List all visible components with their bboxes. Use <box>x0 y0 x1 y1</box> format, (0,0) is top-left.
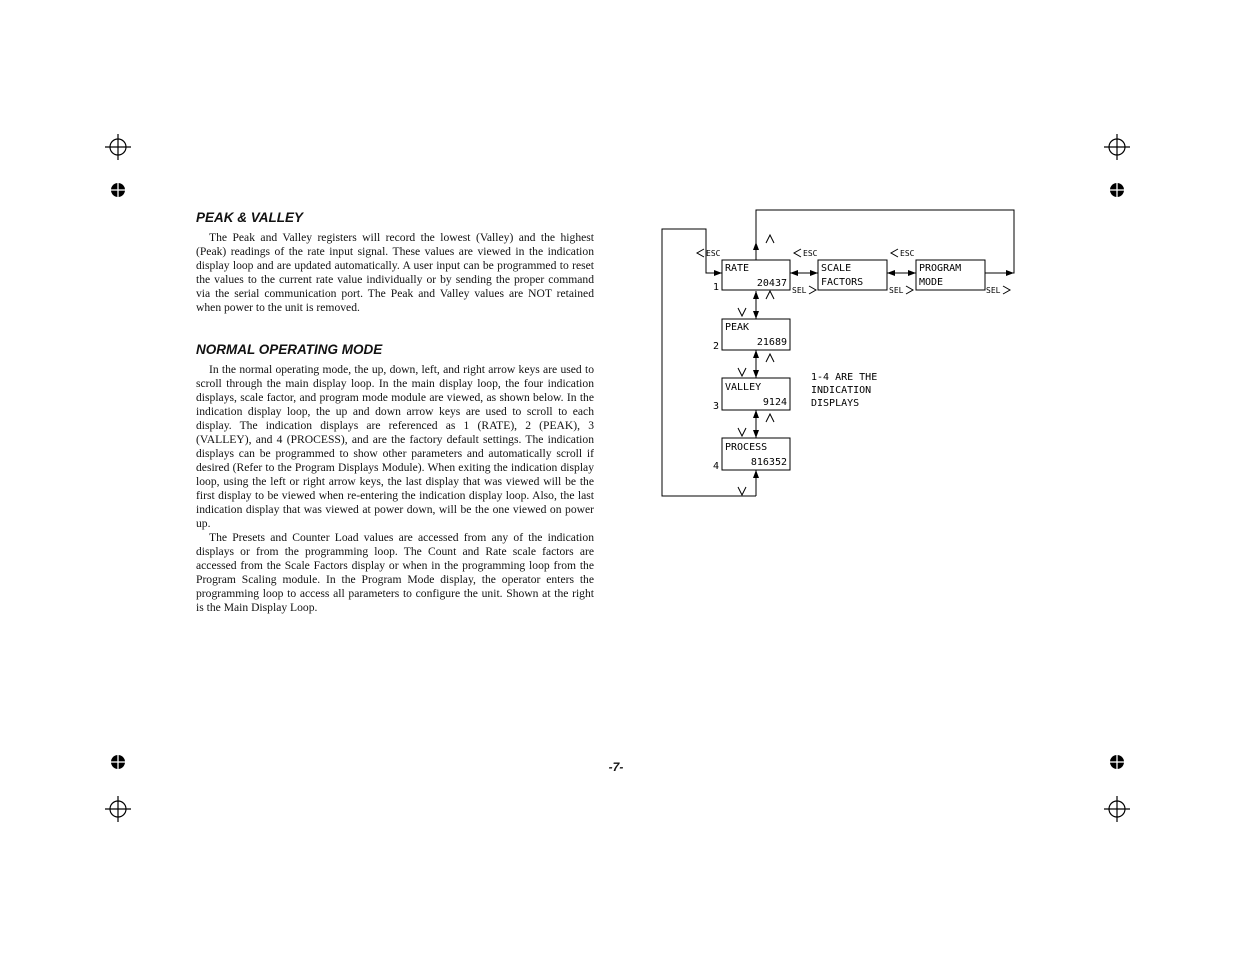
display-box-rate <box>713 260 790 293</box>
display-number-4: 4 <box>713 461 720 472</box>
registration-dot-top-left <box>110 182 126 198</box>
note-line-3: DISPLAYS <box>811 398 860 409</box>
main-display-loop-diagram <box>650 200 1030 510</box>
display-value-peak: 21689 <box>756 337 787 348</box>
crosshair-mark-top-left <box>105 134 131 160</box>
note-line-2: INDICATION <box>811 385 872 396</box>
display-number-1: 1 <box>713 282 720 293</box>
peak-valley-paragraph <box>196 231 594 315</box>
esc-label-rate: ESC <box>706 249 721 258</box>
section-heading-normal-operating-mode: NORMAL OPERATING MODE <box>196 342 383 357</box>
program-mode-box <box>916 260 985 290</box>
display-box-process <box>713 438 790 472</box>
crosshair-mark-bottom-left <box>105 796 131 822</box>
sel-label-program: SEL <box>986 286 1001 295</box>
crosshair-mark-top-right <box>1104 134 1130 160</box>
display-value-valley: 9124 <box>762 397 787 408</box>
scale-box-line1: SCALE <box>821 263 852 274</box>
crosshair-mark-bottom-right <box>1104 796 1130 822</box>
sel-label-scale: SEL <box>889 286 904 295</box>
display-label-process: PROCESS <box>725 442 768 453</box>
page-number: -7- <box>608 760 624 774</box>
scale-factors-box <box>818 260 887 290</box>
registration-dot-bottom-right <box>1109 754 1125 770</box>
registration-dot-bottom-left <box>110 754 126 770</box>
normal-operating-text-1: In the normal operating mode, the up, down, left, and right arrow keys are used to scroll through the main display loop. In the main display loop, the four indication displays, scale factor, and program mode module are viewed, as shown below. In the indication display loop, the up and down arrow keys are used to scroll to each display. The indication displays are referenced as 1 (RATE), 2 (PEAK), 3 (VALLEY), and 4 (PROCESS), and are the factory default settings. The indication displays can be programmed to show other parameters and automatically scroll if desired (Refer to the Program Displays Module). When exiting the indication display loop, using the left or right arrow keys, the last display that was viewed will be the first display to be viewed when re-entering the indication display loop. Also, the last indication display that was viewed at power down, will be the one viewed on power up. <box>196 363 594 530</box>
display-value-rate: 20437 <box>756 278 787 289</box>
esc-label-scale: ESC <box>803 249 818 258</box>
display-label-valley: VALLEY <box>725 382 762 393</box>
esc-label-program: ESC <box>900 249 915 258</box>
normal-operating-paragraphs <box>196 363 594 615</box>
display-box-valley <box>713 378 790 412</box>
display-box-peak <box>713 319 790 352</box>
peak-valley-text: The Peak and Valley registers will record the lowest (Valley) and the highest (Peak) readings of the rate input signal. These values are viewed in the indication display loop and are updated automatically. A user input can be programmed to reset the values to the current rate value individually or by sending the proper command via the serial communication port. The Peak and Valley values are NOT retained when power to the unit is removed. <box>196 231 594 314</box>
display-label-rate: RATE <box>725 263 750 274</box>
scale-box-line2: FACTORS <box>821 277 864 288</box>
sel-label-rate: SEL <box>792 286 807 295</box>
registration-dot-top-right <box>1109 182 1125 198</box>
display-number-3: 3 <box>713 401 720 412</box>
program-box-line1: PROGRAM <box>919 263 962 274</box>
program-box-line2: MODE <box>919 277 944 288</box>
normal-operating-text-2: The Presets and Counter Load values are accessed from any of the indication displays or from the programming loop. The Count and Rate scale factors are accessed from the Scale Factors display or when in the programming loop from the Program Scaling module. In the Program Mode display, the operator enters the programming loop to access all parameters to configure the unit. Shown at the right is the Main Display Loop. <box>196 531 594 614</box>
display-number-2: 2 <box>713 341 720 352</box>
display-label-peak: PEAK <box>725 322 750 333</box>
note-line-1: 1-4 ARE THE <box>811 372 878 383</box>
section-heading-peak-valley: PEAK & VALLEY <box>196 210 304 225</box>
display-value-process: 816352 <box>750 457 787 468</box>
